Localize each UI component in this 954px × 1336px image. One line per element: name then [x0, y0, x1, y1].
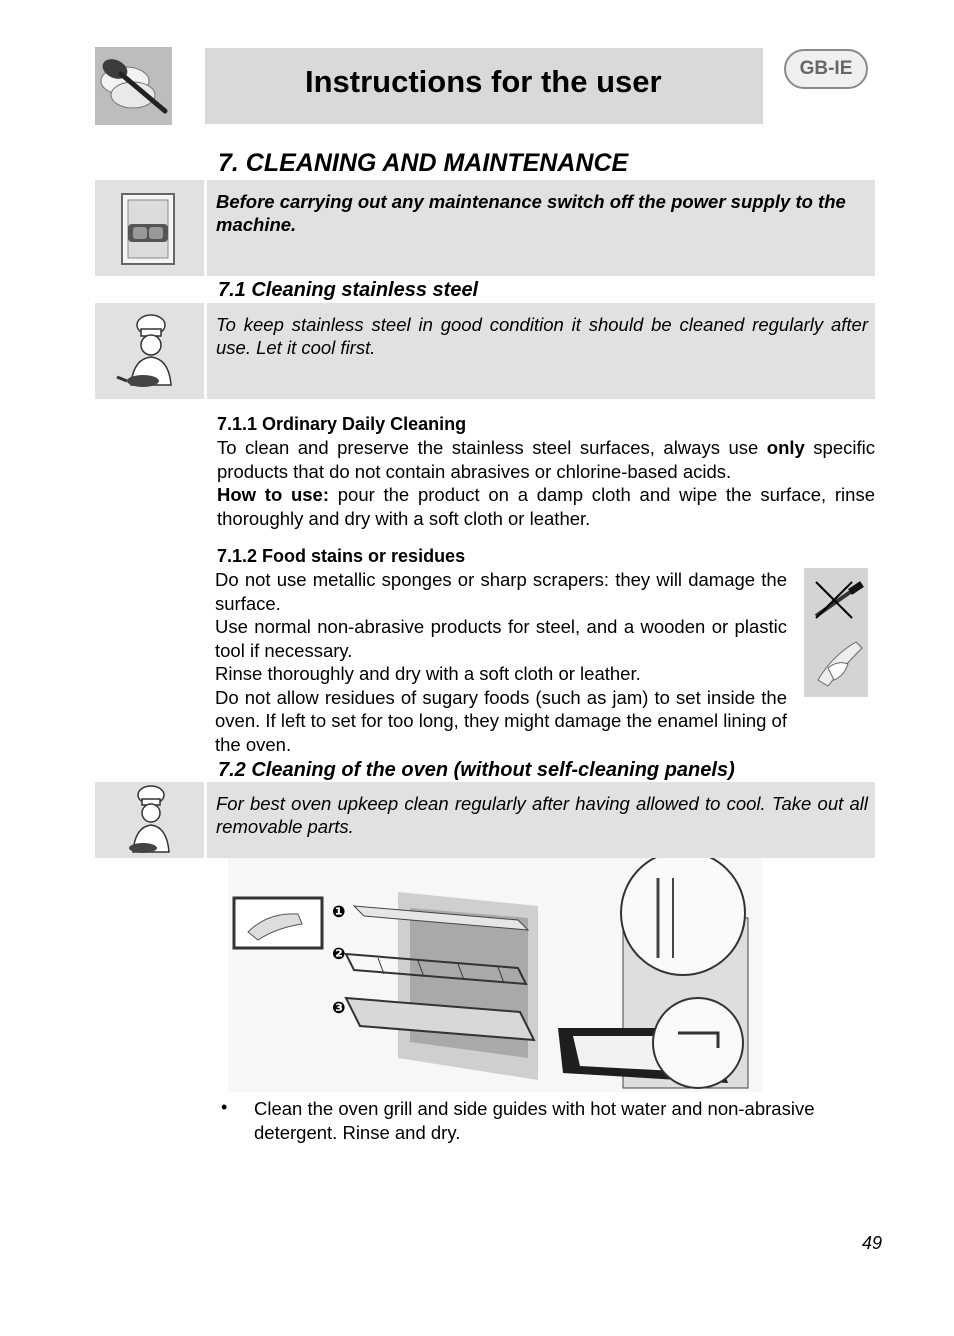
- page-title: Instructions for the user: [305, 64, 662, 99]
- subsection-7-1-1-title: 7.1.1 Ordinary Daily Cleaning: [217, 414, 467, 434]
- region-badge: GB-IE: [784, 49, 868, 89]
- food-stains-paragraph-1: Do not use metallic sponges or sharp scrapers: they will damage the surface.: [215, 569, 787, 614]
- oven-grill-bullet-text: Clean the oven grill and side guides with hot water and non-abrasive detergent. Rinse and dry.: [254, 1098, 815, 1143]
- food-stains-text: [215, 568, 787, 756]
- note-7-2-text: For best oven upkeep clean regularly after having allowed to cool. Take out all removable parts.: [216, 793, 868, 837]
- daily-cleaning-paragraph-1: To clean and preserve the stainless steel surfaces, always use only specific products that do not contain abrasives or chlorine-based acids.: [217, 437, 875, 482]
- no-scraper-image: [804, 568, 868, 697]
- chef-icon: [95, 303, 204, 399]
- subsection-7-1-title: 7.1 Cleaning stainless steel: [218, 279, 479, 301]
- warning-icon-cell: [95, 180, 204, 276]
- daily-cleaning-paragraph-2: How to use: pour the product on a damp cloth and wipe the surface, rinse thoroughly and dry with a soft cloth or leather.: [217, 484, 875, 529]
- chef-icon: [95, 782, 204, 858]
- subsection-7-2-title: 7.2 Cleaning of the oven (without self-cleaning panels): [218, 759, 735, 781]
- oven-parts-illustration: [228, 858, 762, 1092]
- food-stains-paragraph-4: Do not allow residues of sugary foods (such as jam) to set inside the oven. If left to set for too long, they might damage the enamel lining of the oven.: [215, 686, 787, 755]
- bullet-dot: •: [221, 1097, 228, 1117]
- note-7-1-icon-cell: [95, 303, 204, 399]
- no-scraper-icon: [804, 568, 868, 697]
- header-logo: [95, 47, 172, 125]
- spoon-chef-hat-icon: [95, 47, 172, 125]
- food-stains-paragraph-2: Use normal non-abrasive products for steel, and a wooden or plastic tool if necessary.: [215, 616, 787, 661]
- subsection-7-1-2-title: 7.1.2 Food stains or residues: [217, 546, 466, 566]
- page-number: 49: [861, 1233, 882, 1253]
- figure-label-1: ❶: [332, 904, 346, 921]
- oven-figure: [228, 858, 762, 1092]
- figure-label-2: ❷: [332, 946, 346, 963]
- note-7-2-icon-cell: [95, 782, 204, 858]
- figure-label-3: ❸: [332, 1000, 346, 1017]
- note-7-1-text: To keep stainless steel in good condition it should be cleaned regularly after use. Let it cool first.: [216, 314, 868, 358]
- warning-text: Before carrying out any maintenance switch off the power supply to the machine.: [216, 191, 846, 235]
- food-stains-paragraph-3: Rinse thoroughly and dry with a soft cloth or leather.: [215, 663, 641, 684]
- daily-cleaning-text: [217, 436, 875, 530]
- section-title: 7. CLEANING AND MAINTENANCE: [218, 149, 629, 177]
- power-switch-icon: [95, 180, 204, 276]
